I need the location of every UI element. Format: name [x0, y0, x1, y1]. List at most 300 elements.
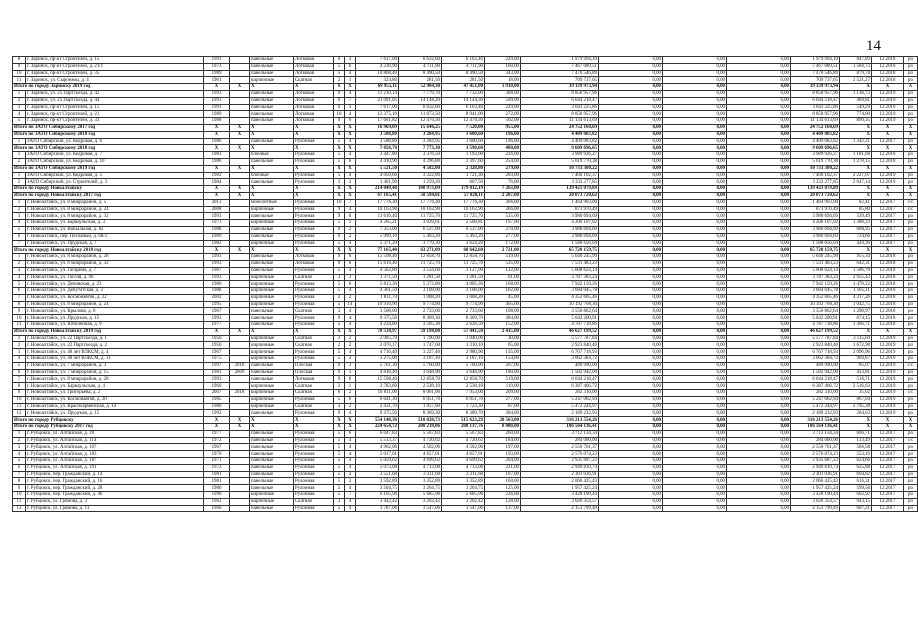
cell-s1: 9 375,50: [356, 410, 399, 417]
cell-s3: 8 389,70: [442, 410, 485, 417]
cell-s2: 3 187,10: [399, 356, 442, 363]
cell-en: 2: [345, 342, 356, 349]
cell-addr: г. Новоалтайск, ул. 8 микрорайон, д. 32: [26, 213, 204, 220]
table-body: [13, 57, 918, 512]
cell-u: 616,31: [840, 478, 872, 485]
cell-u: 1 138,73: [840, 90, 872, 97]
cell-z2: 0,00: [663, 172, 727, 179]
cell-s3: 5 685,98: [442, 492, 485, 499]
cell-wall: панельные: [250, 315, 294, 322]
cell-u: X: [840, 145, 872, 152]
cell-w: с/с: [904, 437, 918, 444]
cell-n: 12: [13, 410, 26, 417]
cell-d: 12.2018: [872, 70, 904, 77]
cell-n: 12: [13, 505, 26, 512]
table-row: [13, 356, 918, 363]
cell-z1: 0,00: [599, 471, 663, 478]
cell-y1: X: [204, 247, 230, 254]
cell-s2: 4 713,08: [399, 464, 442, 471]
cell-y2: X: [230, 145, 250, 152]
cell-s3: 47 451,00: [442, 84, 485, 91]
cell-p: 1 582 942,00: [521, 369, 599, 376]
cell-d: 12.2017: [872, 437, 904, 444]
cell-roof: Рулонная: [294, 199, 334, 206]
cell-en: 6: [345, 396, 356, 403]
cell-z2: 0,00: [663, 424, 727, 431]
cell-z1: 0,00: [599, 383, 663, 390]
table-row: [13, 63, 918, 70]
cell-wall: панельные: [250, 369, 294, 376]
cell-z3: 0,00: [727, 301, 791, 308]
cell-y2: [230, 315, 250, 322]
cell-s1: 15 616,40: [356, 260, 399, 267]
cell-en: 4: [345, 172, 356, 179]
cell-addr: г. Новоалтайск, ул. Прудская, д. 7: [26, 240, 204, 247]
cell-en: 2: [345, 390, 356, 397]
cell-s4: 180,00: [485, 369, 521, 376]
cell-s3: 3 264,75: [442, 485, 485, 492]
cell-s4: 152,00: [485, 322, 521, 329]
cell-t: 7 400 102,37: [791, 172, 840, 179]
cell-y1: 1967: [204, 308, 230, 315]
cell-fl: 2: [334, 294, 345, 301]
cell-s3: 1 193,00: [442, 152, 485, 159]
cell-t: 2 949 810,74: [791, 464, 840, 471]
cell-s4: 519,00: [485, 376, 521, 383]
cell-y2: [230, 199, 250, 206]
cell-y2: [230, 410, 250, 417]
cell-addr: г. Рубцовск, ул. Алтайская, д. 187: [26, 458, 204, 465]
cell-z1: 0,00: [599, 165, 663, 172]
cell-y1: 1992: [204, 410, 230, 417]
cell-u: 433,81: [840, 369, 872, 376]
cell-t: 6 767 718,93: [791, 349, 840, 356]
cell-wall: панельные: [250, 70, 294, 77]
cell-y2: X: [230, 192, 250, 199]
cell-s3: 3 187,10: [442, 356, 485, 363]
cell-z1: 0,00: [599, 396, 663, 403]
cell-y1: 1993: [204, 274, 230, 281]
cell-fl: 5: [334, 240, 345, 247]
cell-roof: Лотковая: [294, 254, 334, 261]
cell-n: 3: [13, 267, 26, 274]
cell-fl: 9: [334, 206, 345, 213]
cell-wall: панельные: [250, 90, 294, 97]
cell-u: 1 478,22: [840, 281, 872, 288]
cell-z2: 0,00: [663, 63, 727, 70]
cell-p: 46 627 199,52: [521, 328, 599, 335]
cell-addr: г. Новоалтайск, ул. 22 Партсъезда, д. 1: [26, 335, 204, 342]
cell-t: 6 387 466,72: [791, 383, 840, 390]
cell-d: 12.2017: [872, 444, 904, 451]
cell-s1: 3 787,06: [356, 505, 399, 512]
cell-s2: 2 733,60: [399, 308, 442, 315]
cell-y2: [230, 308, 250, 315]
cell-wall: панельные: [250, 308, 294, 315]
cell-z2: 0,00: [663, 199, 727, 206]
cell-n: 2: [13, 437, 26, 444]
table-row: [13, 444, 918, 451]
cell-z1: 0,00: [599, 349, 663, 356]
cell-addr: г. Новоалтайск, ул. Барнаульская, д. 4: [26, 383, 204, 390]
cell-z1: 0,00: [599, 90, 663, 97]
cell-fl: X: [334, 186, 345, 193]
cell-u: 566,58: [840, 444, 872, 451]
table-row: [13, 260, 918, 267]
cell-y1: 1989: [204, 233, 230, 240]
cell-s2: 8 490,50: [399, 70, 442, 77]
cell-s1: 3 588,80: [356, 131, 399, 138]
table-total-row: [13, 145, 918, 152]
cell-en: X: [345, 131, 356, 138]
cell-wall: кирпичные: [250, 342, 294, 349]
cell-s1: 5 059,62: [356, 458, 399, 465]
cell-s4: 204,00: [485, 458, 521, 465]
cell-wall: X: [250, 247, 294, 254]
cell-z3: 0,00: [727, 254, 791, 261]
cell-en: 6: [345, 158, 356, 165]
cell-n: 11: [13, 403, 26, 410]
cell-s1: 12 375,10: [356, 111, 399, 118]
cell-en: 4: [345, 308, 356, 315]
cell-z2: 0,00: [663, 288, 727, 295]
cell-s4: 535,00: [485, 260, 521, 267]
cell-w: с/с: [904, 390, 918, 397]
cell-s1: 7 353,00: [356, 226, 399, 233]
cell-w: ро: [904, 498, 918, 505]
cell-s2: 8 061,00: [399, 390, 442, 397]
cell-addr: г. Новоалтайск, ул. Депутатская, д. 2: [26, 288, 204, 295]
repair-program-table-wrapper: [12, 56, 914, 512]
cell-wall: X: [250, 165, 294, 172]
cell-wall: X: [250, 424, 294, 431]
cell-p: 1 957 425,24: [521, 485, 599, 492]
cell-s4: 61,00: [485, 274, 521, 281]
cell-s3: 5 493,20: [442, 233, 485, 240]
cell-roof: Рулонная: [294, 478, 334, 485]
cell-s1: 5 073,08: [356, 464, 399, 471]
cell-fl: 5: [334, 172, 345, 179]
cell-z2: 0,00: [663, 260, 727, 267]
cell-n: 4: [13, 356, 26, 363]
cell-addr: г. Рубцовск, ул. Алтайская, д. 191: [26, 464, 204, 471]
cell-wall: кирпичные: [250, 206, 294, 213]
cell-s2: 3 534,60: [399, 267, 442, 274]
cell-s1: 4 410,90: [356, 158, 399, 165]
cell-wall: панельные: [250, 118, 294, 125]
table-row: [13, 70, 918, 77]
cell-z1: 0,00: [599, 274, 663, 281]
cell-n: 6: [13, 369, 26, 376]
cell-s3: 2 328,80: [442, 165, 485, 172]
table-row: [13, 349, 918, 356]
cell-t: 3 428 190,44: [791, 492, 840, 499]
cell-w: ро: [904, 349, 918, 356]
cell-w: ро: [904, 444, 918, 451]
cell-y1: 1971: [204, 458, 230, 465]
cell-addr: г. Новоалтайск, ул. Крылова, д. 8: [26, 308, 204, 315]
cell-s1: 4 361,50: [356, 288, 399, 295]
cell-en: 2: [345, 403, 356, 410]
cell-w: ро: [904, 383, 918, 390]
cell-t: 46 627 199,52: [791, 328, 840, 335]
cell-addr: Итого по ЗАТО Сибирскому 2019 год: [13, 165, 204, 172]
cell-s2: 4 396,80: [399, 158, 442, 165]
cell-p: 7 531 483,23: [521, 260, 599, 267]
cell-y1: 1988: [204, 288, 230, 295]
cell-s2: 58 594,01: [399, 192, 442, 199]
cell-z1: 0,00: [599, 254, 663, 261]
cell-z2: 0,00: [663, 152, 727, 159]
cell-z2: 0,00: [663, 240, 727, 247]
table-total-row: [13, 328, 918, 335]
cell-u: 2 516,63: [840, 383, 872, 390]
cell-s1: 214 849,48: [356, 186, 399, 193]
cell-z1: 0,00: [599, 70, 663, 77]
cell-z3: 0,00: [727, 356, 791, 363]
cell-p: 5 642 200,91: [521, 315, 599, 322]
cell-s4: 465,00: [485, 301, 521, 308]
cell-en: 4: [345, 111, 356, 118]
cell-s2: 17 776,30: [399, 199, 442, 206]
cell-s4: 384,00: [485, 315, 521, 322]
cell-z3: 0,00: [727, 308, 791, 315]
cell-s3: 2 538,10: [442, 383, 485, 390]
cell-y2: [230, 451, 250, 458]
cell-en: 4: [345, 206, 356, 213]
cell-t: 6 644 218,47: [791, 97, 840, 104]
table-total-row: [13, 124, 918, 131]
cell-s2: 1 957,60: [399, 403, 442, 410]
cell-y1: 1992: [204, 315, 230, 322]
cell-s1: 67 165,41: [356, 192, 399, 199]
cell-s2: 1 008,20: [399, 294, 442, 301]
cell-s1: 15 598,40: [356, 376, 399, 383]
cell-y2: [230, 138, 250, 145]
cell-s3: 208 137,76: [442, 424, 485, 431]
cell-s1: 3 592,89: [356, 478, 399, 485]
cell-t: 2 189 232,93: [791, 410, 840, 417]
cell-p: 3 980 694,69: [521, 213, 599, 220]
cell-fl: 5: [334, 505, 345, 512]
cell-n: 1: [13, 199, 26, 206]
cell-y2: [230, 430, 250, 437]
cell-addr: Итого по ЗАТО Сибирскому 2017 год: [13, 124, 204, 131]
cell-y1: 1993: [204, 376, 230, 383]
cell-s2: 11 725,70: [399, 213, 442, 220]
cell-s1: 9 375,50: [356, 315, 399, 322]
cell-y2: [230, 63, 250, 70]
cell-p: 2 923 840,40: [521, 342, 599, 349]
cell-s4: 197,00: [485, 220, 521, 227]
cell-addr: г. Рубцовск, пер. Гражданский, д. 28: [26, 485, 204, 492]
cell-addr: г. Рубцовск, пер. Гражданский, д. 14: [26, 471, 204, 478]
cell-s1: 2 005,70: [356, 335, 399, 342]
cell-w: X: [904, 192, 918, 199]
cell-s2: 4 582,00: [399, 165, 442, 172]
cell-n: 11: [13, 77, 26, 84]
cell-roof: Рулонная: [294, 220, 334, 227]
cell-s4: 209,00: [485, 390, 521, 397]
cell-y1: 1990: [204, 492, 230, 499]
cell-z2: 0,00: [663, 328, 727, 335]
table-row: [13, 396, 918, 403]
cell-roof: Рулонная: [294, 444, 334, 451]
cell-s1: 10 910,90: [356, 301, 399, 308]
cell-z2: 0,00: [663, 322, 727, 329]
cell-y2: [230, 383, 250, 390]
cell-roof: Рулонная: [294, 356, 334, 363]
cell-w: X: [904, 186, 918, 193]
cell-en: 2: [345, 226, 356, 233]
cell-roof: X: [294, 424, 334, 431]
cell-n: 10: [13, 70, 26, 77]
cell-z2: 0,00: [663, 226, 727, 233]
cell-z1: 0,00: [599, 424, 663, 431]
cell-y1: 1950: [204, 335, 230, 342]
cell-t: 11 134 613,69: [791, 118, 840, 125]
cell-wall: кирпичные: [250, 274, 294, 281]
cell-z3: 0,00: [727, 152, 791, 159]
cell-u: 694,82: [840, 471, 872, 478]
cell-addr: г. Новоалтайск, ул. 8 микрорайон, д. 5: [26, 199, 204, 206]
cell-s2: 9 774,90: [399, 301, 442, 308]
cell-s3: 12 858,70: [442, 376, 485, 383]
cell-z3: 0,00: [727, 396, 791, 403]
table-row: [13, 410, 918, 417]
cell-n: 2: [13, 179, 26, 186]
cell-roof: Скатная: [294, 308, 334, 315]
table-row: [13, 322, 918, 329]
cell-d: 12.2018: [872, 152, 904, 159]
cell-s4: 236,00: [485, 492, 521, 499]
cell-w: ро: [904, 118, 918, 125]
cell-z2: 0,00: [663, 57, 727, 64]
cell-wall: X: [250, 145, 294, 152]
cell-y2: [230, 342, 250, 349]
cell-s1: 1 811,70: [356, 294, 399, 301]
cell-z1: 0,00: [599, 240, 663, 247]
cell-z1: 0,00: [599, 97, 663, 104]
cell-en: 7: [345, 97, 356, 104]
cell-p: 2 550 761,37: [521, 444, 599, 451]
cell-s1: 4 234,80: [356, 322, 399, 329]
table-row: [13, 437, 918, 444]
cell-u: 602,92: [840, 492, 872, 499]
cell-y2: [230, 104, 250, 111]
cell-s4: 502,00: [485, 118, 521, 125]
cell-t: 1 979 994,10: [791, 57, 840, 64]
cell-n: 5: [13, 118, 26, 125]
cell-z1: 0,00: [599, 417, 663, 424]
cell-s3: 515 623,29: [442, 417, 485, 424]
cell-y1: 1960: [204, 383, 230, 390]
cell-s4: 108,00: [485, 308, 521, 315]
cell-addr: г. Новоалтайск, ул. 8 микрорайон, д. 24: [26, 301, 204, 308]
cell-addr: Итого по городу Заринску 2019 год: [13, 84, 204, 91]
cell-s3: 2 508,81: [442, 220, 485, 227]
table-row: [13, 376, 918, 383]
cell-z2: 0,00: [663, 145, 727, 152]
cell-wall: кирпичные: [250, 390, 294, 397]
cell-s3: 4 699,62: [442, 458, 485, 465]
cell-y2: [230, 288, 250, 295]
cell-u: 1 388,33: [840, 220, 872, 227]
cell-p: 7 400 102,37: [521, 172, 599, 179]
cell-p: 4 206 107,02: [521, 220, 599, 227]
cell-y2: [230, 356, 250, 363]
cell-y2: [230, 172, 250, 179]
cell-y2: X: [230, 417, 250, 424]
cell-p: 709 737,65: [521, 77, 599, 84]
cell-d: 12.2018: [872, 274, 904, 281]
cell-z3: 0,00: [727, 281, 791, 288]
cell-s2: 4 502,06: [399, 444, 442, 451]
cell-s4: 128,00: [485, 498, 521, 505]
cell-addr: г. Новоалтайск, ул. 7 микрорайон, д. 15: [26, 369, 204, 376]
cell-w: с/с: [904, 362, 918, 369]
cell-s4: 196,00: [485, 138, 521, 145]
cell-addr: г. Заринск, пр-кт Строителей, д. 15: [26, 57, 204, 64]
cell-s3: 7 732,00: [442, 90, 485, 97]
table-row: [13, 390, 918, 397]
cell-addr: г. Заринск, пр-кт Строителей, д. 33: [26, 118, 204, 125]
table-row: [13, 199, 918, 206]
cell-addr: г. Рубцовск, ул. Алтайская, д. 39: [26, 430, 204, 437]
cell-z1: 0,00: [599, 376, 663, 383]
cell-n: 4: [13, 274, 26, 281]
cell-z1: 0,00: [599, 77, 663, 84]
cell-s4: 267,00: [485, 362, 521, 369]
cell-t: 10 192 768,30: [791, 301, 840, 308]
cell-n: 1: [13, 335, 26, 342]
cell-z3: 0,00: [727, 226, 791, 233]
cell-u: 1 298,97: [840, 308, 872, 315]
cell-u: X: [840, 328, 872, 335]
cell-roof: Рулонная: [294, 485, 334, 492]
cell-wall: кирпичные: [250, 383, 294, 390]
cell-s2: 6 537,00: [399, 226, 442, 233]
cell-y1: 2007: [204, 390, 230, 397]
cell-addr: г. Новоалтайск, ул. Прудская, д. 15: [26, 410, 204, 417]
cell-addr: ЗАТО Сибирский, ул. Кедровая, д. 7: [26, 152, 204, 159]
cell-z2: 0,00: [663, 356, 727, 363]
cell-z2: 0,00: [663, 233, 727, 240]
cell-p: 5 619 770,38: [521, 158, 599, 165]
cell-p: 2 153 799,49: [521, 505, 599, 512]
cell-u: 1 586,78: [840, 267, 872, 274]
cell-addr: г. Рубцовск, ул. Алтайская, д. 167: [26, 444, 204, 451]
cell-z1: 0,00: [599, 213, 663, 220]
cell-d: 12.2018: [872, 315, 904, 322]
cell-s4: 135,00: [485, 349, 521, 356]
cell-y2: 2009: [230, 369, 250, 376]
cell-w: ро: [904, 158, 918, 165]
cell-s2: 5 493,20: [399, 233, 442, 240]
cell-z3: 0,00: [727, 485, 791, 492]
cell-roof: Рулонная: [294, 430, 334, 437]
cell-p: 3 989 926,27: [521, 152, 599, 159]
cell-p: 2 301 036,91: [521, 471, 599, 478]
cell-s4: 2 721,00: [485, 247, 521, 254]
table-row: [13, 118, 918, 125]
cell-z2: 0,00: [663, 118, 727, 125]
cell-d: 12.2019: [872, 97, 904, 104]
cell-roof: X: [294, 417, 334, 424]
cell-w: ро: [904, 294, 918, 301]
cell-w: ро: [904, 281, 918, 288]
table-row: [13, 138, 918, 145]
